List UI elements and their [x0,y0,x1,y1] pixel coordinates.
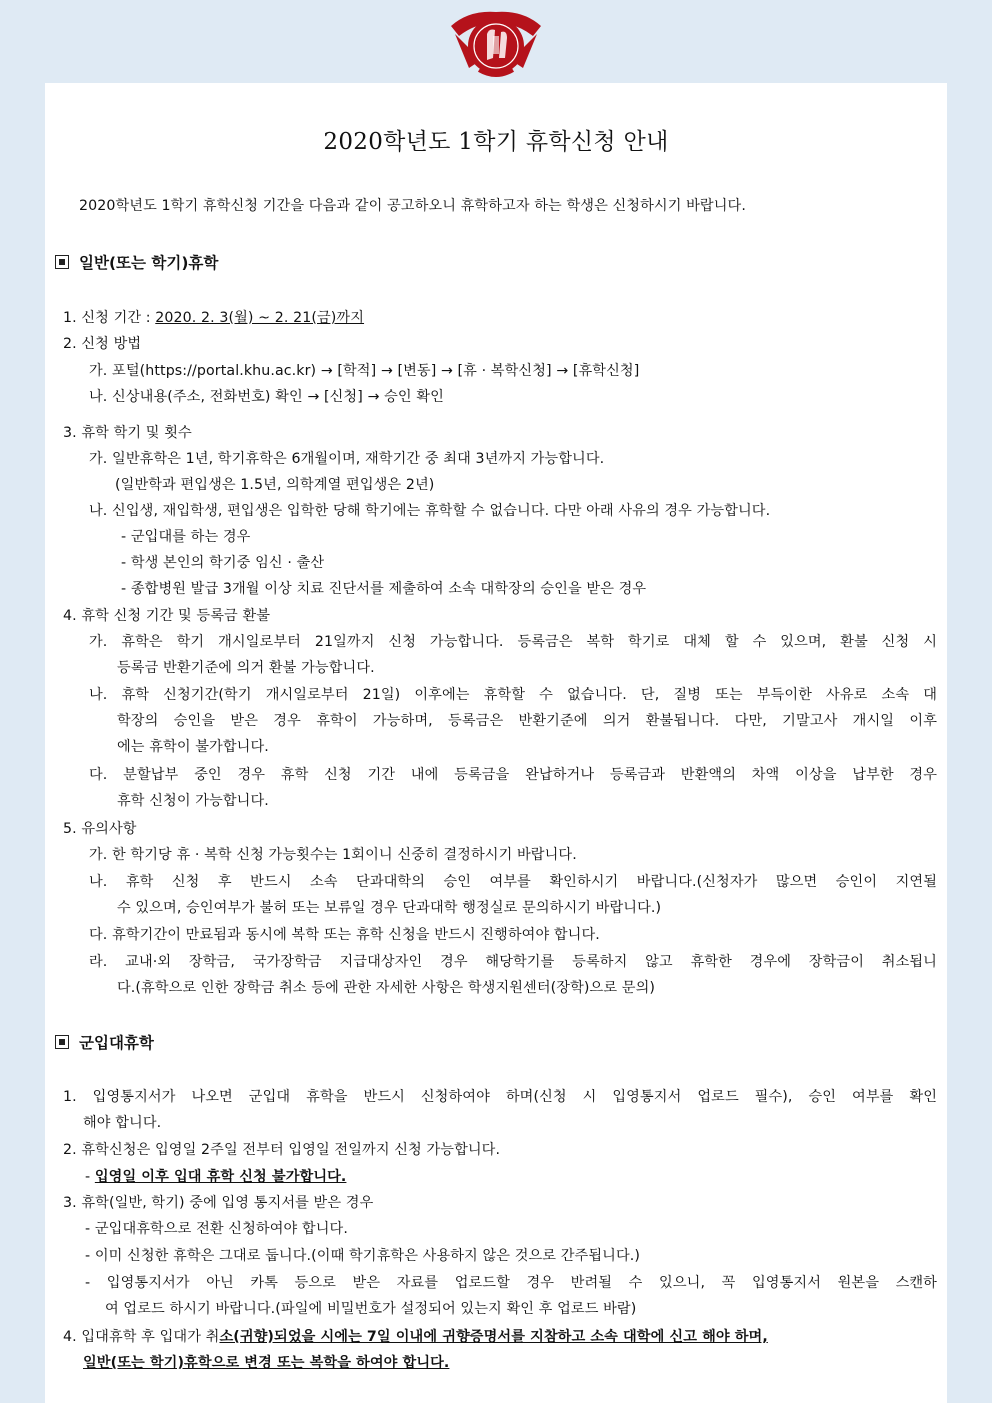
item-3b: 나. 신입생, 재입학생, 편입생은 입학한 당해 학기에는 휴학할 수 없습니다. 다만 아래 사유의 경우 가능합니다. [89,503,771,519]
military-item-3b: - 이미 신청한 휴학은 그대로 둡니다.(이때 학기휴학은 사용하지 않은 것으로 간주됩니다.) [85,1248,640,1264]
item-4c-line2: 휴학 신청이 가능합니다. [117,793,269,809]
item-3b-3: - 종합병원 발급 3개월 이상 치료 진단서를 제출하여 소속 대학장의 승인을 받은 경우 [121,581,647,597]
item-4c-line1: 다. 분할납부 중인 경우 휴학 신청 기간 내에 등록금을 완납하거나 등록금과 반환액의 차액 이상을 납부한 경우 [89,767,937,783]
military-item-2-note [85,1166,346,1186]
military-item-1-line1: 1. 입영통지서가 나오면 군입대 휴학을 반드시 신청하여야 하며(신청 시 입영통지서 업로드 필수), 승인 여부를 확인 [63,1089,937,1105]
intro-text: 2020학년도 1학기 휴학신청 기간을 다음과 같이 공고하오니 휴학하고자 하는 학생은 신청하시기 바랍니다. [79,198,746,214]
section-heading-text: 일반(또는 학기)휴학 [79,254,219,272]
item-4b-line3: 에는 휴학이 불가합니다. [117,739,269,755]
item-4a-line2: 등록금 반환기준에 의거 환불 가능합니다. [117,660,375,676]
military-item-4-line1 [63,1326,937,1346]
military-item-4-line2: 일반(또는 학기)휴학으로 변경 또는 복학을 하여야 합니다. [83,1355,450,1371]
item-5-heading: 5. 유의사항 [63,821,137,837]
item-4b-line2: 학장의 승인을 받은 경우 휴학이 가능하며, 등록금은 반환기준에 의거 환불됩니다. 다만, 기말고사 개시일 이후 [117,713,937,729]
item-4b-line1: 나. 휴학 신청기간(학기 개시일로부터 21일) 이후에는 휴학할 수 없습니다. 단, 질병 또는 부득이한 사유로 소속 대 [89,687,937,703]
item-4a-line1: 가. 휴학은 학기 개시일로부터 21일까지 신청 가능합니다. 등록금은 복학 학기로 대체 할 수 있으며, 환불 신청 시 [89,634,937,650]
dash-bullet: - [85,1169,95,1185]
filled-square-bullet-icon [55,255,69,269]
item-2b: 나. 신상내용(주소, 전화번호) 확인 → [신청] → 승인 확인 [89,389,444,405]
item-5b-line2: 수 있으며, 승인여부가 불허 또는 보류일 경우 단과대학 행정실로 문의하시기 바랍니다.) [117,900,662,916]
item-3a-note: (일반학과 편입생은 1.5년, 의학계열 편입생은 2년) [115,477,435,493]
item-label: 1. 신청 기간 : [63,310,156,326]
military-item-2: 2. 휴학신청은 입영일 2주일 전부터 입영일 전일까지 신청 가능합니다. [63,1142,501,1158]
document-title: 2020학년도 1학기 휴학신청 안내 [323,129,669,155]
university-seal-logo [449,8,543,78]
section-military-leave-heading [55,1031,154,1053]
item-3a: 가. 일반휴학은 1년, 학기휴학은 6개월이며, 재학기간 중 최대 3년까지 가능합니다. [89,451,605,467]
filled-square-bullet-icon [55,1035,69,1049]
military-item-1-line2: 해야 합니다. [83,1115,162,1131]
item-1-application-period [63,307,364,327]
no-application-after-enlistment-notice: 입영일 이후 입대 휴학 신청 불가합니다. [94,1169,347,1185]
military-item-3c-line2: 여 업로드 하시기 바랍니다.(파일에 비밀번호가 설정되어 있는지 확인 후 업로드 바람) [105,1301,637,1317]
section-general-leave-heading [55,251,218,273]
item-5d-line2: 다.(휴학으로 인한 장학금 취소 등에 관한 자세한 사항은 학생지원센터(장학)으로 문의) [117,980,656,996]
item-5d-line1: 라. 교내·외 장학금, 국가장학금 지급대상자인 경우 해당학기를 등록하지 않고 휴학한 경우에 장학금이 취소됩니 [89,954,937,970]
item-2a: 가. 포털(https://portal.khu.ac.kr) → [학적] → [변동] → [휴 · 복학신청] → [휴학신청] [89,363,640,379]
application-period-value: 2020. 2. 3(월) ~ 2. 21(금)까지 [155,310,365,326]
item-text: 4. 입대휴학 후 입대가 취 [63,1329,220,1345]
notice-document [45,83,947,1403]
item-3b-2: - 학생 본인의 학기중 임신 · 출산 [121,555,325,571]
item-3-heading: 3. 휴학 학기 및 횟수 [63,425,192,441]
item-5b-line1: 나. 휴학 신청 후 반드시 소속 단과대학의 승인 여부를 확인하시기 바랍니다.(신청자가 많으면 승인이 지연될 [89,874,937,890]
item-5c: 다. 휴학기간이 만료됨과 동시에 복학 또는 휴학 신청을 반드시 진행하여야 합니다. [89,927,600,943]
section-heading-text: 군입대휴학 [79,1034,154,1052]
item-3b-1: - 군입대를 하는 경우 [121,529,251,545]
military-item-3: 3. 휴학(일반, 학기) 중에 입영 통지서를 받은 경우 [63,1195,374,1211]
military-item-3c-line1: - 입영통지서가 아닌 카톡 등으로 받은 자료를 업로드할 경우 반려될 수 있으니, 꼭 입영통지서 원본을 스캔하 [85,1275,937,1291]
item-5a: 가. 한 학기당 휴 · 복학 신청 가능횟수는 1회이니 신중히 결정하시기 바랍니다. [89,847,577,863]
item-2-heading: 2. 신청 방법 [63,336,142,352]
military-item-3a: - 군입대휴학으로 전환 신청하여야 합니다. [85,1221,348,1237]
item-4-heading: 4. 휴학 신청 기간 및 등록금 환불 [63,608,271,624]
return-report-notice: 소(귀향)되었을 시에는 7일 이내에 귀향증명서를 지참하고 소속 대학에 신고 해야 하며, [219,1329,768,1345]
